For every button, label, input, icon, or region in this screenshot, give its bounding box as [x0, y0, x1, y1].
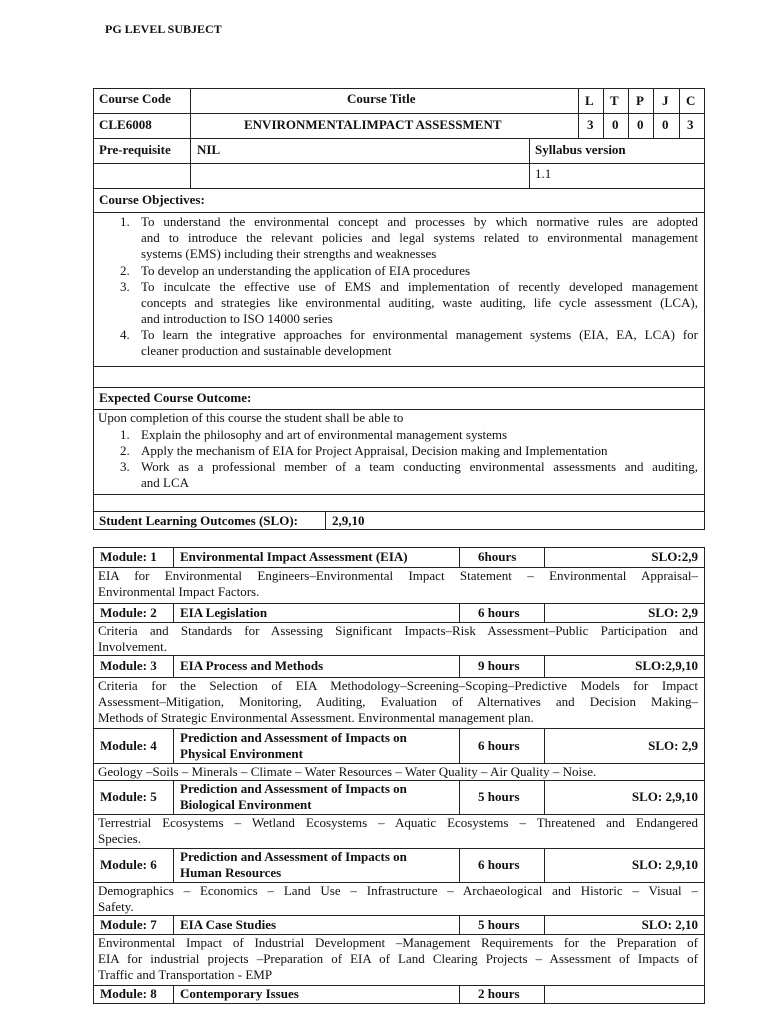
- objective-number: 1.: [120, 214, 130, 229]
- objective-item-line: cleaner production and sustainable development: [141, 343, 392, 359]
- objective-item-line: To understand the environmental concept and processes by which normative rules are adopted: [141, 214, 698, 229]
- module-hours: 5 hours: [478, 916, 520, 932]
- outcome-item-line: Work as a professional member of a team conducting environmental assessments and auditing,: [141, 459, 698, 475]
- syllabus-version-label: Syllabus version: [535, 142, 626, 157]
- module-content-line: Methods of Strategic Environmental Assessment. Environmental management plan.: [98, 710, 534, 725]
- col-divider: [544, 547, 545, 567]
- outcome-number: 2.: [120, 443, 130, 459]
- ltpjc-value-l: 3: [587, 117, 594, 132]
- col-divider: [459, 655, 460, 677]
- module-content-line: Geology –Soils – Minerals – Climate – Water Resources – Water Quality – Air Quality – Noise.: [98, 764, 597, 779]
- course-code-label: Course Code: [99, 91, 171, 106]
- module-title: EIA Case Studies: [180, 916, 277, 932]
- col-divider: [544, 655, 545, 677]
- course-title-label: Course Title: [347, 91, 416, 106]
- outcome-item-line: Apply the mechanism of EIA for Project Appraisal, Decision making and Implementation: [141, 443, 608, 459]
- module-content: [98, 568, 698, 600]
- ltpjc-value-t: 0: [612, 117, 619, 132]
- module-title: Prediction and Assessment of Impacts on: [180, 729, 407, 745]
- col-divider: [173, 547, 174, 567]
- objective-number: 2.: [120, 262, 130, 278]
- ltpjc-value-c: 3: [687, 117, 694, 132]
- slo-label: Student Learning Outcomes (SLO):: [99, 513, 298, 528]
- module-label: Module: 7: [100, 916, 157, 932]
- col-divider: [459, 547, 460, 567]
- module-content-line: EIA for industrial projects –Preparation of EIA of Land Clearing Projects – Assessment of Impacts of: [98, 951, 698, 966]
- objective-item-line: concepts and strategies like environmental auditing, waste auditing, life cycle assessment (LCA),: [141, 294, 698, 310]
- col-divider: [173, 728, 174, 763]
- module-content-line: Environmental Impact of Industrial Development –Management Requirements for the Preparation of: [98, 935, 698, 950]
- ltpjc-label-j: J: [662, 93, 669, 108]
- module-title: Human Resources: [180, 865, 282, 880]
- module-content-line: Terrestrial Ecosystems – Wetland Ecosystems – Aquatic Ecosystems – Threatened and Endangered: [98, 815, 698, 830]
- module-slo: SLO: 2,9,10: [631, 789, 698, 804]
- row-divider: [93, 1003, 705, 1004]
- col-divider: [459, 603, 460, 622]
- ltpjc-label-l: L: [585, 93, 594, 108]
- ltpjc-label-c: C: [686, 93, 696, 108]
- module-content: [98, 815, 698, 847]
- col-divider: [173, 985, 174, 1003]
- module-content-line: Environmental Impact Factors.: [98, 584, 260, 599]
- objective-item: [141, 279, 698, 327]
- module-label: Module: 4: [100, 737, 157, 753]
- module-label: Module: 8: [100, 986, 157, 1001]
- course-title-value: ENVIRONMENTALIMPACT ASSESSMENT: [244, 117, 502, 132]
- module-title: Prediction and Assessment of Impacts on: [180, 781, 407, 796]
- module-title: Physical Environment: [180, 745, 303, 761]
- module-content-line: Criteria and Standards for Assessing Significant Impacts–Risk Assessment–Public Participation and: [98, 623, 698, 638]
- objective-number: 4.: [120, 327, 130, 343]
- module-title: Biological Environment: [180, 797, 312, 812]
- objective-number: 3.: [120, 278, 130, 294]
- prerequisite-value: NIL: [197, 142, 221, 157]
- objective-item-line: To develop an understanding the application of EIA procedures: [141, 262, 471, 278]
- module-content-line: Assessment–Mitigation, Monitoring, Auditing, Evaluation of Alternatives and Decision Making–: [98, 694, 698, 709]
- objective-item: [141, 263, 698, 279]
- col-divider: [173, 915, 174, 934]
- module-content: [98, 764, 698, 780]
- module-title: Contemporary Issues: [180, 986, 299, 1001]
- col-divider: [173, 655, 174, 677]
- col-divider: [544, 780, 545, 814]
- col-divider: [459, 985, 460, 1003]
- ltpjc-label-t: T: [610, 93, 619, 108]
- col-divider: [544, 848, 545, 882]
- objectives-title: Course Objectives:: [99, 192, 205, 207]
- col-divider: [459, 728, 460, 763]
- module-content: [98, 935, 698, 983]
- prerequisite-label: Pre-requisite: [99, 142, 171, 157]
- module-content-line: EIA for Environmental Engineers–Environmental Impact Statement – Environmental Appraisal–: [98, 568, 698, 583]
- module-hours: 5 hours: [478, 789, 520, 804]
- module-hours: 6 hours: [478, 737, 520, 753]
- col-divider: [544, 603, 545, 622]
- module-content: [98, 678, 698, 726]
- module-content: [98, 883, 698, 915]
- col-divider: [173, 603, 174, 622]
- col-divider: [173, 848, 174, 882]
- module-title: Prediction and Assessment of Impacts on: [180, 849, 407, 864]
- col-divider: [544, 915, 545, 934]
- outcome-item-line: Explain the philosophy and art of environmental management systems: [141, 427, 508, 442]
- module-slo: SLO:2,9: [651, 549, 698, 564]
- objective-item-line: and to introduce the relevant policies and legal systems related to environmental management: [141, 230, 698, 245]
- module-content: [98, 623, 698, 655]
- module-hours: 6 hours: [478, 604, 520, 620]
- module-label: Module: 1: [100, 549, 157, 564]
- module-title: EIA Process and Methods: [180, 658, 324, 673]
- outcomes-title: Expected Course Outcome:: [99, 390, 252, 405]
- objective-item: [141, 214, 698, 262]
- col-divider: [544, 728, 545, 763]
- page-header: PG LEVEL SUBJECT: [105, 22, 222, 36]
- col-divider: [459, 915, 460, 934]
- module-slo: SLO: 2,9: [648, 604, 698, 620]
- objective-item-line: systems (EMS) including their strengths and weaknesses: [141, 246, 437, 261]
- outcome-item: [141, 443, 698, 459]
- col-divider: [459, 780, 460, 814]
- outcomes-intro: Upon completion of this course the student shall be able to: [98, 410, 404, 425]
- objective-item-line: To learn the integrative approaches for environmental management systems (EIA, EA, LCA) for: [141, 327, 698, 343]
- outcome-item-line: and LCA: [141, 475, 190, 491]
- row-divider: [93, 655, 705, 656]
- module-content-line: Involvement.: [98, 639, 167, 654]
- module-label: Module: 3: [100, 658, 157, 673]
- module-slo: SLO: 2,9: [648, 737, 698, 753]
- col-divider: [544, 985, 545, 1003]
- module-slo: SLO: 2,9,10: [631, 857, 698, 872]
- module-hours: 6 hours: [478, 857, 520, 872]
- ltpjc-value-p: 0: [637, 117, 644, 132]
- outcome-number: 1.: [120, 427, 130, 442]
- syllabus-version-value: 1.1: [535, 166, 552, 181]
- module-title: Environmental Impact Assessment (EIA): [180, 549, 408, 564]
- ltpjc-value-j: 0: [662, 117, 669, 132]
- objective-item: [141, 327, 698, 359]
- outcome-item: [141, 427, 698, 443]
- module-content-line: Traffic and Transportation - EMP: [98, 967, 273, 982]
- module-content-line: Criteria for the Selection of EIA Methodology–Screening–Scoping–Predictive Models for Impact: [98, 678, 698, 693]
- module-content-line: Demographics – Economics – Land Use – Infrastructure – Archaeological and Historic – Visual –: [98, 883, 698, 898]
- module-content-line: Species.: [98, 831, 141, 846]
- slo-value: 2,9,10: [332, 513, 365, 528]
- module-hours: 6hours: [478, 549, 517, 564]
- module-title: EIA Legislation: [180, 604, 268, 620]
- col-divider: [459, 848, 460, 882]
- module-label: Module: 2: [100, 604, 157, 620]
- course-code-value: CLE6008: [99, 117, 152, 132]
- module-hours: 2 hours: [478, 986, 520, 1001]
- module-slo: SLO:2,9,10: [635, 658, 698, 673]
- module-label: Module: 6: [100, 857, 157, 872]
- col-divider: [173, 780, 174, 814]
- module-slo: SLO: 2,10: [641, 916, 698, 932]
- outcome-item: [141, 459, 698, 491]
- module-label: Module: 5: [100, 789, 157, 804]
- ltpjc-label-p: P: [636, 93, 644, 108]
- objective-item-line: and introduction to ISO 14000 series: [141, 310, 333, 326]
- module-hours: 9 hours: [478, 658, 520, 673]
- module-content-line: Safety.: [98, 899, 134, 914]
- objective-item-line: To inculcate the effective use of EMS and implementation of recently developed management: [141, 278, 698, 294]
- outcome-number: 3.: [120, 459, 130, 475]
